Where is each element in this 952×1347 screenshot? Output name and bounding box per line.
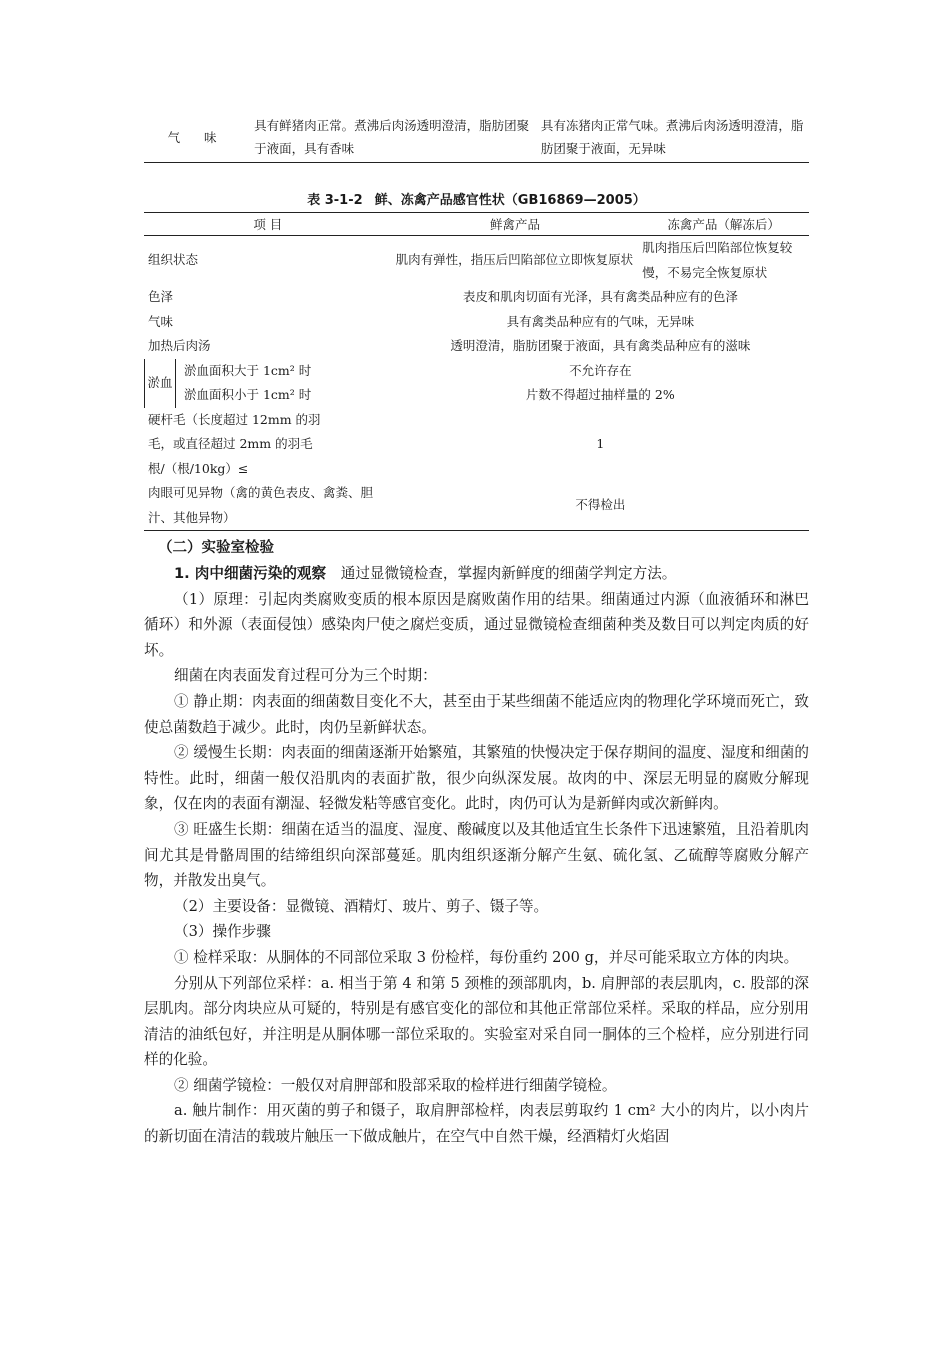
table-row: [144, 408, 809, 482]
bruise-group: [144, 359, 392, 408]
table-row: [144, 236, 809, 286]
paragraph: （2）主要设备：显微镜、酒精灯、玻片、剪子、镊子等。: [174, 897, 549, 915]
paragraph-lead: 1. 肉中细菌污染的观察: [174, 565, 327, 582]
table-caption: [144, 189, 809, 208]
table-row: [144, 112, 809, 163]
odor-value: 具有禽类品种应有的气味，无异味: [506, 313, 695, 329]
paragraph: ① 静止期：肉表面的细菌数目变化不大，甚至由于某些细菌不能适应肉的物理化学环境而死亡，致使总菌数趋于减少。此时，肉仍呈新鲜状态。: [144, 692, 809, 736]
paragraph: （1）原理：引起肉类腐败变质的根本原因是腐败菌作用的结果。细菌通过内源（血液循环和淋巴循环）和外源（表面侵蚀）感染肉尸使之腐烂变质，通过显微镜检查细菌种类及数目可以判定肉质的好坏。: [144, 590, 809, 659]
header-fresh: 鲜禽产品: [392, 213, 639, 236]
feather-label: 硬杆毛（长度超过 12mm 的羽毛，或直径超过 2mm 的羽毛根/（根/10kg）≤: [148, 411, 321, 476]
paragraph: ③ 旺盛生长期：细菌在适当的温度、湿度、酸碱度以及其他适宜生长条件下迅速繁殖，且沿着肌肉间尤其是骨骼周围的结缔组织向深部蔓延。肌肉组织逐渐分解产生氨、硫化氢、乙硫醇等腐败分解产物，并散发出臭气。: [144, 820, 809, 890]
pork-odor-table-fragment: [144, 112, 809, 163]
bruise-label: 淤血: [144, 359, 176, 408]
table-row: [144, 285, 809, 310]
table-title: 鲜、冻禽产品感官性状（GB16869—2005）: [374, 193, 646, 208]
paragraph: 细菌在肉表面发育过程可分为三个时期：: [174, 667, 437, 685]
foreign-value: 不得检出: [575, 497, 626, 513]
broth-label: 加热后肉汤: [148, 338, 211, 353]
texture-fresh: 肌肉有弹性，指压后凹陷部位立即恢复原状: [395, 252, 634, 268]
paragraph: 分别从下列部位采样：a. 相当于第 4 和第 5 颈椎的颈部肌肉，b. 肩胛部的表层肌肉，c. 股部的深层肌肉。部分肉块应从可疑的，特别是有感官变化的部位和其他正常部位采样。采取的样品，应分别用清洁的油纸包好，并注明是从胴体哪一部位采取的。实验室对采自同一胴体的三个检样，应分别进行同样的化验。: [144, 974, 809, 1069]
paragraph: ② 细菌学镜检：一般仅对肩胛部和股部采取的检样进行细菌学镜检。: [174, 1076, 617, 1094]
odor-label: 气味: [148, 313, 174, 329]
table-row: [144, 310, 809, 335]
table-row: [144, 334, 809, 359]
page-content: [144, 112, 809, 1150]
bruise-small-value: 片数不得超过抽样量的 2%: [525, 387, 675, 402]
table-row: [144, 481, 809, 531]
foreign-label: 肉眼可见异物（禽的黄色表皮、禽粪、胆汁、其他异物）: [148, 485, 374, 525]
color-label: 色泽: [148, 289, 174, 304]
bruise-small-label: 淤血面积小于 1cm² 时: [184, 387, 312, 402]
paragraph: ① 检样采取：从胴体的不同部位采取 3 份检样，每份重约 200 g，并尽可能采取立方体的肉块。: [174, 948, 799, 966]
table-number: 表 3-1-2: [307, 193, 363, 208]
frozen-pork-odor: 具有冻猪肉正常气味。煮沸后肉汤透明澄清，脂肪团聚于液面，无异味: [540, 118, 804, 156]
section-title: （二）实验室检验: [158, 540, 274, 556]
header-frozen: 冻禽产品（解冻后）: [638, 213, 809, 236]
paragraph: [144, 561, 809, 587]
fresh-pork-odor: 具有鲜猪肉正常。煮沸后肉汤透明澄清，脂肪团聚于液面，具有香味: [254, 118, 530, 156]
table-row: [144, 359, 809, 408]
poultry-sensory-table: [144, 212, 809, 531]
table-header-row: [144, 213, 809, 236]
bruise-values: [392, 359, 809, 408]
paragraph: ② 缓慢生长期：肉表面的细菌逐渐开始繁殖，其繁殖的快慢决定于保存期间的温度、湿度和细菌的特性。此时，细菌一般仅沿肌肉的表面扩散，很少向纵深发展。故肉的中、深层无明显的腐败分解现象，仅在肉的表面有潮湿、轻微发粘等感官变化。此时，肉仍可认为是新鲜肉或次新鲜肉。: [144, 744, 809, 813]
paragraph: a. 触片制作：用灭菌的剪子和镊子，取肩胛部检样，肉表层剪取约 1 cm² 大小的肉片，以小肉片的新切面在清洁的载玻片触压一下做成触片，在空气中自然干燥，经酒精灯火焰固: [144, 1102, 809, 1146]
paragraph-text: 通过显微镜检查，掌握肉新鲜度的细菌学判定方法。: [326, 565, 677, 582]
feather-value: 1: [596, 436, 605, 451]
color-value: 表皮和肌肉切面有光泽，具有禽类品种应有的色泽: [462, 289, 738, 304]
bruise-large-value: 不允许存在: [569, 362, 632, 378]
texture-frozen: 肌肉指压后凹陷部位恢复较慢，不易完全恢复原状: [642, 240, 793, 280]
texture-label: 组织状态: [148, 252, 199, 268]
bruise-items: [176, 359, 311, 408]
broth-value: 透明澄清，脂肪团聚于液面，具有禽类品种应有的滋味: [450, 338, 751, 353]
bruise-cell: [144, 359, 392, 408]
paragraph: （3）操作步骤: [174, 923, 271, 941]
header-item: 项 目: [144, 213, 392, 236]
bruise-large-label: 淤血面积大于 1cm² 时: [184, 362, 312, 378]
row-label-odor: 气 味: [167, 129, 227, 145]
